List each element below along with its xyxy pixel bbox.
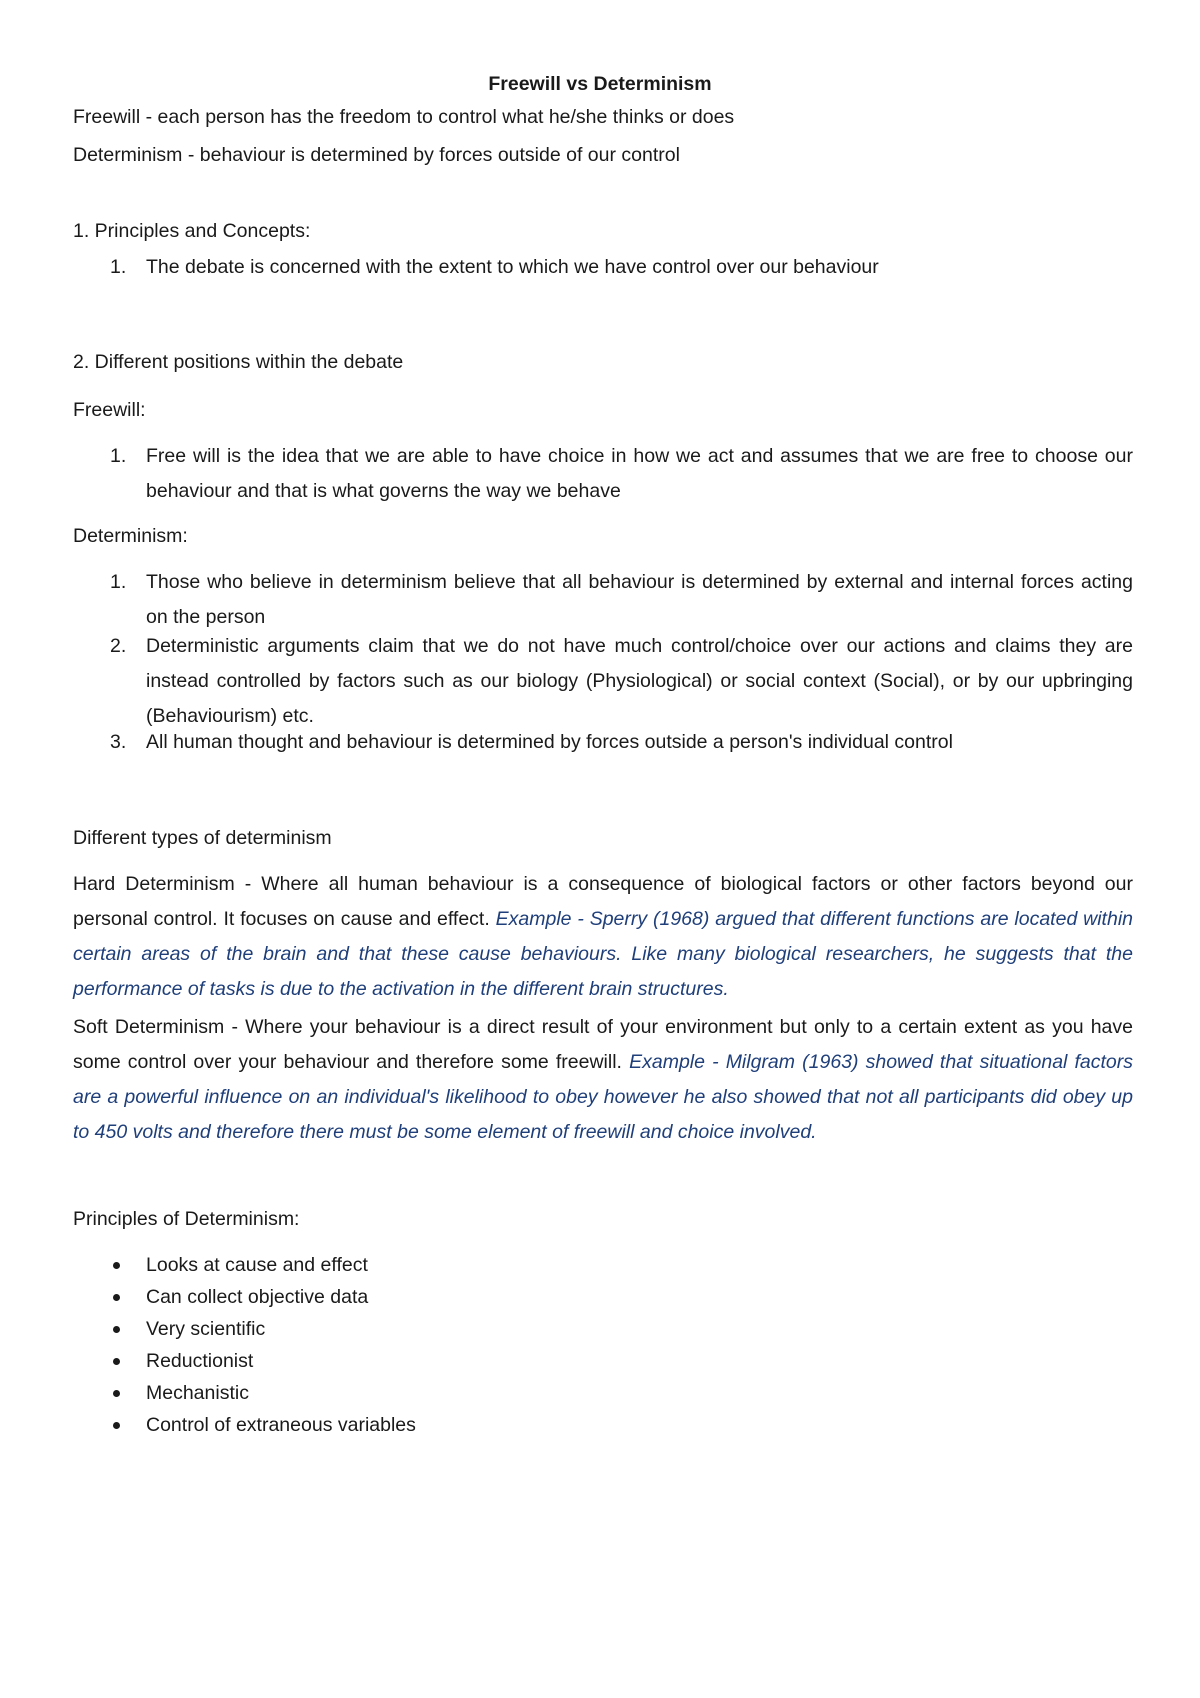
list-number: 1. xyxy=(110,571,127,593)
list-number: 3. xyxy=(110,731,127,753)
hard-determinism-example: Example - Sperry (1968) argued that different functions are located within certain areas of the brain and that these cause behaviours. Like many biological researchers, he suggests that the performance of tasks is due to the activation in the different brain structures. xyxy=(73,908,1133,1000)
list-number: 2. xyxy=(110,635,127,657)
list-item xyxy=(73,250,1133,285)
bullet-icon xyxy=(113,1390,120,1397)
freewill-label: Freewill: xyxy=(73,399,146,421)
soft-determinism-example: Example - Milgram (1963) showed that situational factors are a powerful influence on an individual's likelihood to obey however he also showed that not all participants did obey up to 450 volts and therefore there must be some element of freewill and choice involved. xyxy=(73,1051,1134,1143)
determinism-label: Determinism: xyxy=(73,525,188,547)
bullet-icon xyxy=(113,1326,120,1333)
list-item-text: The debate is concerned with the extent to which we have control over our behaviour xyxy=(146,256,879,278)
bullet-item xyxy=(73,1408,1133,1443)
list-item-text: Those who believe in determinism believe that all behaviour is determined by external and internal forces acting on the person xyxy=(146,571,1133,628)
bullet-item xyxy=(73,1248,1133,1283)
section1-heading: 1. Principles and Concepts: xyxy=(73,220,311,242)
determinism-definition: Determinism - behaviour is determined by forces outside of our control xyxy=(73,144,680,166)
bullet-text: Mechanistic xyxy=(146,1382,249,1404)
principles-heading: Principles of Determinism: xyxy=(73,1208,300,1230)
list-number: 1. xyxy=(110,445,127,467)
bullet-icon xyxy=(113,1262,120,1269)
list-item-text: Deterministic arguments claim that we do not have much control/choice over our actions and claims they are instead controlled by factors such as our biology (Physiological) or social context (Social), or by our upbringing (Behaviourism) etc. xyxy=(146,635,1133,727)
bullet-icon xyxy=(113,1294,120,1301)
soft-determinism-paragraph xyxy=(73,1010,1133,1150)
bullet-item xyxy=(73,1280,1133,1315)
bullet-text: Can collect objective data xyxy=(146,1286,369,1308)
list-item xyxy=(73,629,1133,734)
bullet-icon xyxy=(113,1358,120,1365)
section2-heading: 2. Different positions within the debate xyxy=(73,351,404,373)
types-heading: Different types of determinism xyxy=(73,827,332,849)
bullet-text: Control of extraneous variables xyxy=(146,1414,416,1436)
bullet-text: Very scientific xyxy=(146,1318,266,1340)
list-item-text: Free will is the idea that we are able to have choice in how we act and assumes that we are free to choose our behaviour and that is what governs the way we behave xyxy=(146,445,1133,502)
bullet-icon xyxy=(113,1422,120,1429)
soft-determinism-text: Soft Determinism - Where your behaviour is a direct result of your environment but only to a certain extent as you have some control over your behaviour and therefore some freewill. xyxy=(73,1016,1133,1073)
page-title: Freewill vs Determinism xyxy=(488,73,712,95)
bullet-item xyxy=(73,1344,1133,1379)
bullet-text: Looks at cause and effect xyxy=(146,1254,368,1276)
list-item xyxy=(73,725,1133,760)
bullet-text: Reductionist xyxy=(146,1350,254,1372)
list-item-text: All human thought and behaviour is determined by forces outside a person's individual control xyxy=(146,731,953,753)
hard-determinism-text: Hard Determinism - Where all human behaviour is a consequence of biological factors or other factors beyond our personal control. It focuses on cause and effect. xyxy=(73,873,1133,930)
bullet-item xyxy=(73,1376,1133,1411)
list-item xyxy=(73,565,1133,635)
list-item xyxy=(73,439,1133,509)
freewill-definition: Freewill - each person has the freedom to control what he/she thinks or does xyxy=(73,106,735,128)
bullet-item xyxy=(73,1312,1133,1347)
hard-determinism-paragraph xyxy=(73,867,1133,1007)
list-number: 1. xyxy=(110,256,127,278)
